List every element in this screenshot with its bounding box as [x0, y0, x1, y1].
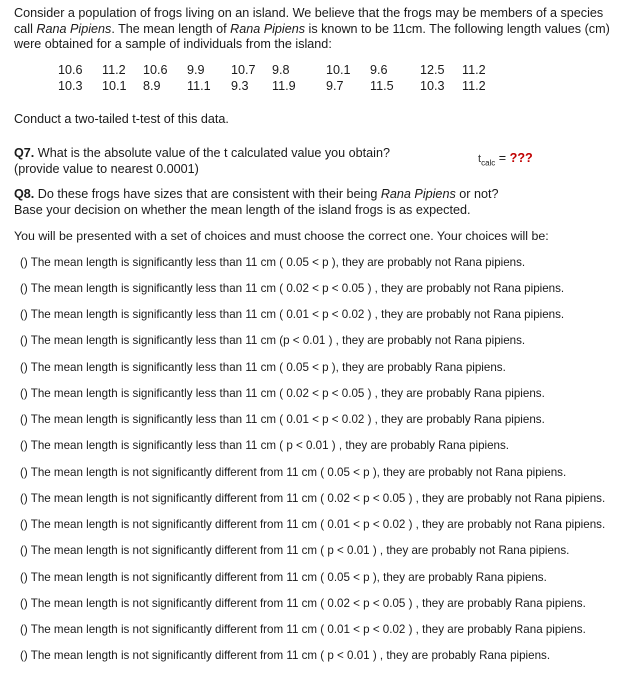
tcalc-answer — [478, 151, 533, 168]
choice-option[interactable]: () The mean length is not significantly different from 11 cm ( 0.05 < p ), they are probably not Rana pipiens. — [20, 466, 567, 479]
q8-label: Q8. — [14, 187, 35, 201]
intro-line-2b: . The mean length of — [111, 21, 231, 36]
data-cell: 11.1 — [187, 78, 211, 93]
choice-option[interactable]: () The mean length is significantly less than 11 cm ( 0.05 < p ), they are probably not Rana pipiens. — [20, 256, 526, 269]
data-cell: 11.9 — [272, 78, 296, 93]
tcalc-equals: = — [495, 151, 510, 165]
intro-paragraph — [14, 6, 634, 53]
question-8 — [14, 187, 614, 218]
choice-option[interactable]: () The mean length is not significantly different from 11 cm ( 0.01 < p < 0.02 ) , they are probably Rana pipiens. — [20, 623, 586, 636]
data-cell: 9.8 — [272, 63, 290, 77]
q8-line-1 — [14, 187, 614, 203]
q8-text-a: Do these frogs have sizes that are consistent with their being — [34, 187, 381, 201]
choice-option[interactable]: () The mean length is not significantly different from 11 cm ( 0.05 < p ), they are probably Rana pipiens. — [20, 571, 547, 584]
intro-line-2c: is known to be 11cm. The following length values (cm) — [305, 21, 610, 36]
q7-label: Q7. — [14, 146, 35, 160]
choice-option[interactable]: () The mean length is not significantly different from 11 cm ( 0.01 < p < 0.02 ) , they are probably not Rana pipiens. — [20, 518, 606, 531]
choice-option[interactable]: () The mean length is not significantly different from 11 cm ( p < 0.01 ) , they are probably Rana pipiens. — [20, 649, 551, 662]
data-cell: 10.3 — [420, 78, 445, 93]
q7-note: (provide value to nearest 0.0001) — [14, 161, 199, 176]
intro-line-2 — [14, 22, 634, 38]
intro-line-3: were obtained for a sample of individuals from the island: — [14, 37, 332, 51]
intro-line-1: Consider a population of frogs living on an island. We believe that the frogs may be members of a species — [14, 6, 604, 20]
data-cell: 11.2 — [462, 63, 486, 77]
choice-option[interactable]: () The mean length is significantly less than 11 cm ( 0.01 < p < 0.02 ) , they are probably not Rana pipiens. — [20, 308, 565, 321]
data-row-1 — [58, 63, 502, 79]
tcalc-symbol: t — [478, 153, 482, 165]
data-cell: 10.6 — [58, 63, 83, 77]
q7-line — [14, 146, 390, 162]
species-name: Rana Pipiens — [380, 187, 456, 201]
choices-intro: You will be presented with a set of choices and must choose the correct one. Your choices will be: — [14, 229, 549, 243]
data-cell: 9.9 — [187, 63, 205, 77]
choice-option[interactable]: () The mean length is significantly less than 11 cm ( 0.02 < p < 0.05 ) , they are probably Rana pipiens. — [20, 387, 545, 400]
choice-option[interactable]: () The mean length is not significantly different from 11 cm ( 0.02 < p < 0.05 ) , they are probably Rana pipiens. — [20, 597, 586, 610]
choice-option[interactable]: () The mean length is significantly less than 11 cm ( 0.02 < p < 0.05 ) , they are probably not Rana pipiens. — [20, 282, 565, 295]
choice-option[interactable]: () The mean length is not significantly different from 11 cm ( p < 0.01 ) , they are probably not Rana pipiens. — [20, 544, 570, 557]
data-cell: 10.1 — [102, 78, 127, 93]
choice-option[interactable]: () The mean length is significantly less than 11 cm ( 0.01 < p < 0.02 ) , they are probably Rana pipiens. — [20, 413, 545, 426]
intro-line-2a: call — [14, 21, 37, 36]
q7-text: What is the absolute value of the t calculated value you obtain? — [34, 146, 390, 160]
test-instruction: Conduct a two-tailed t-test of this data. — [14, 112, 229, 126]
data-cell: 10.6 — [143, 63, 168, 77]
data-cell: 11.5 — [370, 78, 394, 93]
data-cell: 10.3 — [58, 78, 83, 93]
data-cell: 10.1 — [326, 63, 351, 77]
species-name: Rana Pipiens — [36, 21, 112, 36]
question-7 — [14, 146, 390, 177]
choice-option[interactable]: () The mean length is significantly less than 11 cm ( 0.05 < p ), they are probably Rana pipiens. — [20, 361, 506, 374]
choice-option[interactable]: () The mean length is significantly less than 11 cm ( p < 0.01 ) , they are probably Rana pipiens. — [20, 439, 510, 452]
data-cell: 9.7 — [326, 78, 344, 93]
data-cell: 8.9 — [143, 78, 161, 93]
data-cell: 11.2 — [102, 63, 126, 77]
data-cell: 12.5 — [420, 63, 445, 77]
tcalc-value: ??? — [509, 151, 533, 165]
data-row-2 — [58, 79, 502, 95]
data-cell: 9.3 — [231, 78, 249, 93]
species-name: Rana Pipiens — [230, 21, 306, 36]
choice-option[interactable]: () The mean length is significantly less than 11 cm (p < 0.01 ) , they are probably not Rana pipiens. — [20, 334, 526, 347]
data-cell: 10.7 — [231, 63, 256, 77]
tcalc-subscript: calc — [481, 158, 496, 168]
q8-text-b: or not? — [455, 187, 499, 201]
q8-line-2: Base your decision on whether the mean length of the island frogs is as expected. — [14, 202, 471, 217]
length-data-table — [58, 63, 502, 94]
data-cell: 9.6 — [370, 63, 388, 77]
data-cell: 11.2 — [462, 78, 486, 93]
choice-option[interactable]: () The mean length is not significantly different from 11 cm ( 0.02 < p < 0.05 ) , they are probably not Rana pipiens. — [20, 492, 606, 505]
